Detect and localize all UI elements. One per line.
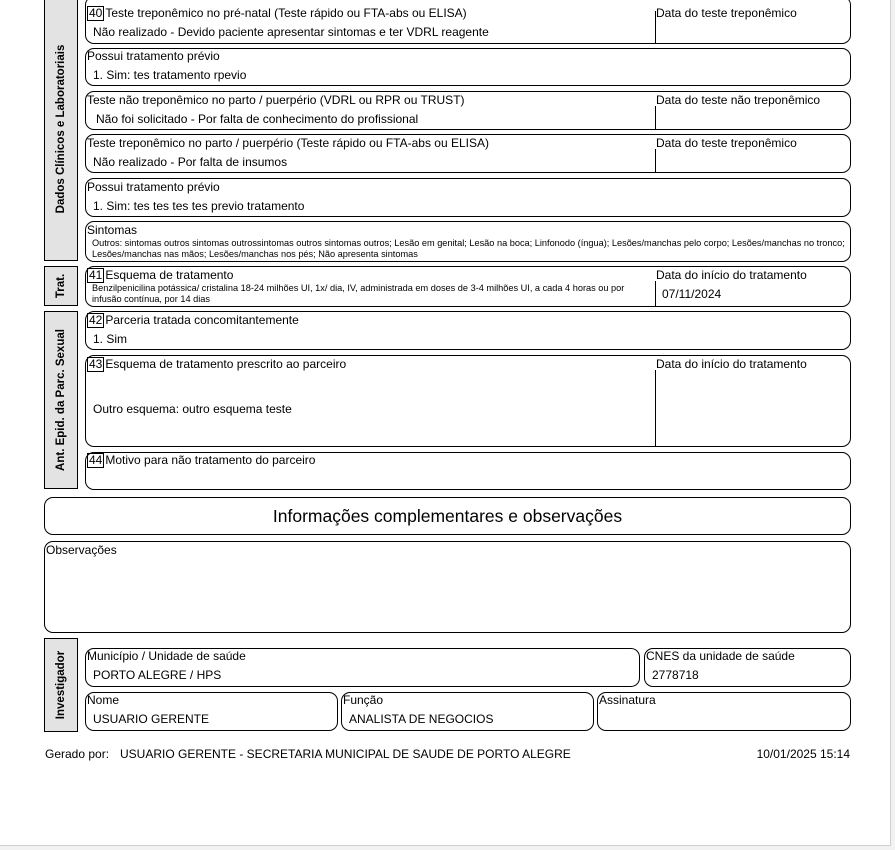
section-treatment-sidebar [44, 266, 78, 306]
complementary-title: Informações complementares e observações [272, 505, 623, 526]
field-40-label-row [87, 6, 467, 21]
section-partner-sidebar [44, 311, 78, 489]
non-trep-delivery-value: Não foi solicitado - Por falta de conhecimento do profissional [96, 112, 419, 126]
signature-label: Assinatura [599, 693, 656, 707]
role-value: ANALISTA DE NEGOCIOS [349, 712, 494, 726]
field-43-label: Esquema de tratamento prescrito ao parceiro [105, 357, 347, 371]
field-41-number: 41 [89, 268, 103, 282]
field-41-date-label: Data do início do tratamento [656, 268, 807, 282]
field-44-label-row [87, 453, 315, 468]
field-40-number: 40 [89, 6, 103, 20]
symptoms-label: Sintomas [87, 223, 138, 237]
non-trep-delivery-label: Teste não treponêmico no parto / puerpério (VDRL ou RPR ou TRUST) [87, 93, 465, 107]
field-40-date-label: Data do teste treponêmico [656, 6, 797, 20]
observations-box [44, 541, 851, 633]
section-investigator-label: Investigador [55, 650, 67, 720]
field-42-value: 1. Sim [93, 332, 128, 346]
field-41-value: Benzilpenicilina potássica/ cristalina 18-24 milhões UI, 1x/ dia, IV, administrada em doses de 3-4 milhões UI, a cada 4 horas ou por infusão contínua, por 14 dias [92, 283, 625, 304]
generated-by-value: USUARIO GERENTE - SECRETARIA MUNICIPAL DE SAUDE DE PORTO ALEGRE [120, 747, 571, 761]
generated-timestamp: 10/01/2025 15:14 [756, 747, 850, 761]
section-clinical-label: Dados Clínicos e Laboratoriais [55, 44, 67, 213]
trep-delivery-value: Não realizado - Por falta de insumos [93, 155, 288, 169]
field-40-label: Teste treponêmico no pré-natal (Teste rápido ou FTA-abs ou ELISA) [105, 6, 467, 20]
field-41-date-value: 07/11/2024 [662, 287, 722, 301]
field-43-number: 43 [89, 357, 103, 371]
municipality-value: PORTO ALEGRE / HPS [93, 668, 222, 682]
field-42-label-row [87, 313, 299, 328]
section-partner-label: Ant. Epid. da Parc. Sexual [55, 329, 67, 471]
generated-by-label: Gerado por: [45, 747, 110, 761]
field-44-number: 44 [89, 453, 103, 467]
field-44-label: Motivo para não tratamento do parceiro [105, 453, 316, 467]
section-investigator-sidebar [44, 638, 78, 732]
field-40-value: Não realizado - Devido paciente apresentar sintomas e ter VDRL reagente [93, 25, 489, 39]
cnes-label: CNES da unidade de saúde [646, 649, 795, 663]
observations-label: Observações [46, 543, 117, 557]
prev-treatment-1-label: Possui tratamento prévio [87, 49, 220, 63]
municipality-label: Município / Unidade de saúde [87, 649, 246, 663]
prev-treatment-1-value: 1. Sim: tes tratamento rpevio [93, 68, 247, 82]
complementary-title-box [44, 497, 851, 535]
symptoms-value: Outros: sintomas outros sintomas outrossintomas outros sintomas outros; Lesão em genital; Lesão na boca; Linfonodo (íngua); Lesões/manchas pelo corpo; Lesões/manchas no tronco; Lesões/manchas nas mãos; Lesões/manchas nos pés; Não apresenta sintomas [92, 238, 845, 259]
role-label: Função [343, 693, 384, 707]
field-43-value: Outro esquema: outro esquema teste [93, 402, 292, 416]
field-43-date-label: Data do início do tratamento [656, 357, 807, 371]
prev-treatment-2-value: 1. Sim: tes tes tes tes previo tratamento [93, 199, 305, 213]
section-treatment-label: Trat. [55, 273, 67, 299]
field-41-label: Esquema de tratamento [105, 268, 234, 282]
field-41-label-row [87, 268, 233, 283]
cnes-value: 2778718 [652, 668, 699, 682]
name-value: USUARIO GERENTE [93, 712, 210, 726]
section-clinical-sidebar [44, 0, 78, 261]
field-42-number: 42 [89, 313, 103, 327]
name-label: Nome [87, 693, 120, 707]
non-trep-delivery-date-label: Data do teste não treponêmico [656, 93, 821, 107]
prev-treatment-2-label: Possui tratamento prévio [87, 180, 220, 194]
trep-delivery-label: Teste treponêmico no parto / puerpério (Teste rápido ou FTA-abs ou ELISA) [87, 136, 489, 150]
trep-delivery-date-label: Data do teste treponêmico [656, 136, 797, 150]
field-42-label: Parceria tratada concomitantemente [105, 313, 299, 327]
field-43-label-row [87, 357, 346, 372]
